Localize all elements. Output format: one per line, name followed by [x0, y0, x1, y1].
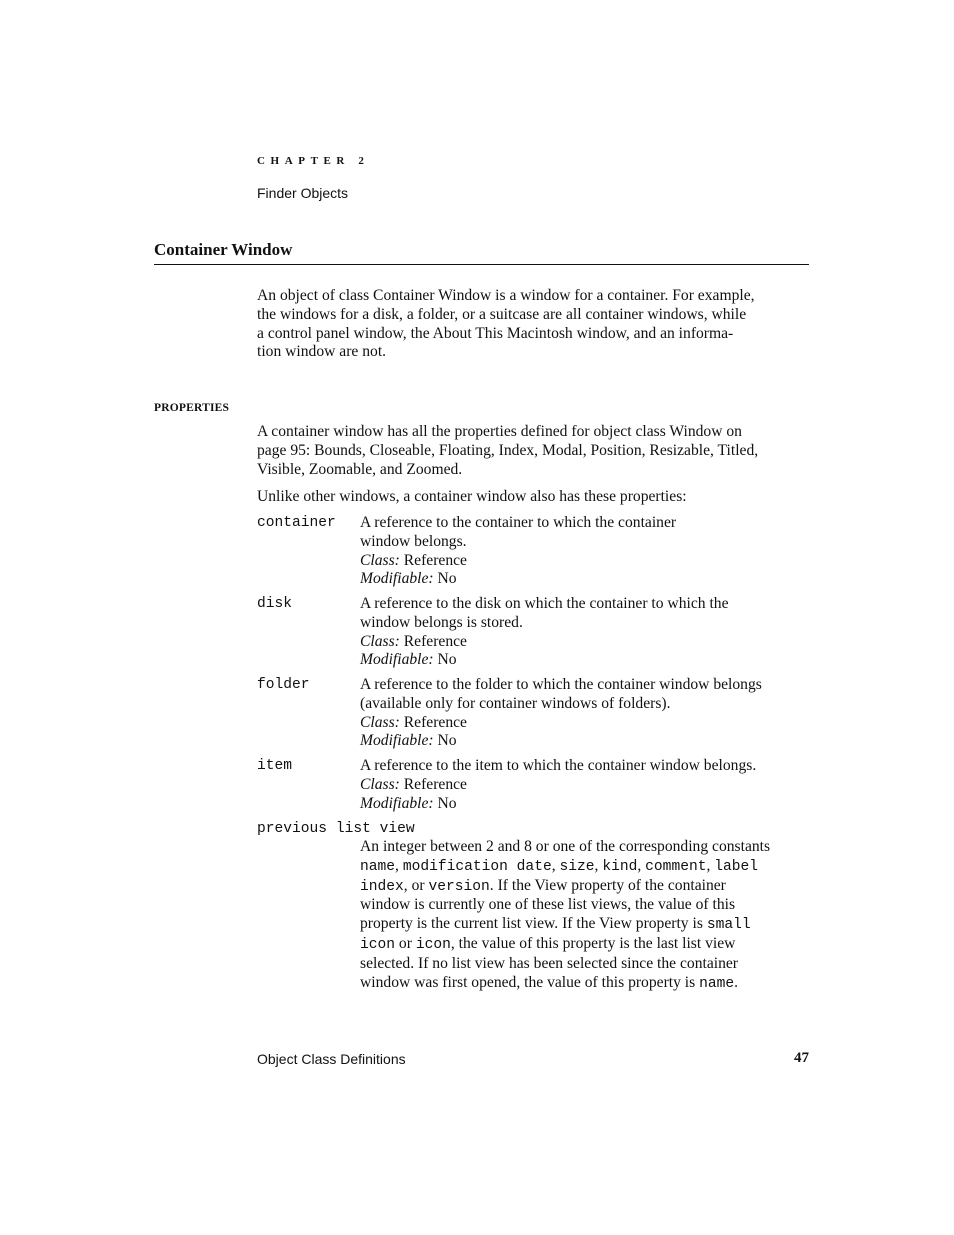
definition-container [360, 514, 820, 589]
modifiable-label: Modifiable: [360, 651, 434, 669]
modifiable-line [360, 651, 820, 670]
definition-previous-list-view [360, 838, 820, 993]
properties-lead: Unlike other windows, a container window also has these properties: [257, 488, 687, 505]
modifiable-value: No [437, 732, 457, 750]
text-line: the windows for a disk, a folder, or a suitcase are all container windows, while [257, 305, 747, 323]
constant-code: name [360, 858, 396, 875]
term-previous-list-view: previous list view [257, 821, 415, 837]
text-line: An object of class Container Window is a window for a container. For example, [257, 287, 755, 304]
text-run: , the value of this property is the last list view [450, 934, 736, 952]
modifiable-value: No [437, 651, 457, 669]
text-line: Visible, Zoomable, and Zoomed. [257, 460, 463, 478]
text-run: , [637, 856, 646, 874]
text-line: tion window are not. [257, 343, 387, 361]
text-line: A reference to the folder to which the container window belongs [360, 676, 762, 693]
constant-code: version [428, 878, 490, 895]
term-folder: folder [257, 677, 310, 693]
text-line [360, 838, 820, 857]
constant-code: size [559, 858, 595, 875]
properties-label: PROPERTIES [154, 402, 230, 414]
class-line [360, 776, 820, 795]
section-rule [154, 264, 809, 265]
modifiable-label: Modifiable: [360, 732, 434, 750]
definition-item [360, 757, 820, 813]
text-run: , [395, 856, 403, 874]
text-line: A reference to the item to which the container window belongs. [360, 757, 757, 774]
constant-code: comment [645, 858, 707, 875]
properties-intro [257, 423, 817, 479]
text-run: property is the current list view. If the View property is [360, 915, 707, 933]
term-disk: disk [257, 596, 293, 612]
text-line [360, 935, 820, 955]
class-label: Class: [360, 632, 400, 650]
chapter-title: Finder Objects [257, 185, 349, 201]
class-label: Class: [360, 551, 400, 569]
text-line [360, 857, 820, 877]
text-run: window was first opened, the value of this property is [360, 973, 700, 991]
text-run: , [706, 856, 715, 874]
definition-disk [360, 595, 820, 670]
text-run: , or [403, 876, 429, 894]
definition-folder [360, 676, 820, 751]
page-number: 47 [794, 1050, 809, 1066]
constant-code: label [714, 858, 759, 875]
footer-section-title: Object Class Definitions [257, 1051, 406, 1067]
text-line [360, 915, 820, 935]
section-heading: Container Window [154, 240, 293, 259]
text-run: selected. If no list view has been selected since the container [360, 954, 738, 972]
term-container: container [257, 515, 336, 531]
text-run: . If the View property of the container [489, 876, 726, 894]
text-line: (available only for container windows of folders). [360, 694, 671, 712]
chapter-label: CHAPTER 2 [257, 155, 370, 167]
text-line: A container window has all the properties defined for object class Window on [257, 423, 742, 440]
class-value: Reference [403, 632, 467, 650]
constant-code: modification date [402, 858, 552, 875]
class-value: Reference [403, 775, 467, 793]
modifiable-label: Modifiable: [360, 570, 434, 588]
constant-code: small [706, 917, 751, 934]
text-line: a control panel window, the About This Macintosh window, and an informa- [257, 324, 734, 342]
text-run: window is currently one of these list views, the value of this [360, 896, 736, 914]
text-run: , [594, 856, 603, 874]
text-line: window belongs is stored. [360, 613, 523, 631]
text-line: A reference to the disk on which the container to which the [360, 595, 729, 612]
modifiable-label: Modifiable: [360, 794, 434, 812]
modifiable-line [360, 732, 820, 751]
modifiable-value: No [437, 570, 457, 588]
text-run: , [551, 856, 560, 874]
text-line [360, 877, 820, 897]
text-line [360, 896, 820, 915]
class-line [360, 714, 820, 733]
class-value: Reference [403, 551, 467, 569]
text-run: . [734, 973, 739, 991]
text-run: An integer between 2 and 8 or one of the corresponding constants [360, 838, 771, 855]
class-label: Class: [360, 775, 400, 793]
class-line [360, 633, 820, 652]
constant-code: kind [602, 858, 638, 875]
modifiable-value: No [437, 794, 457, 812]
constant-code: index [360, 878, 404, 895]
text-line: page 95: Bounds, Closeable, Floating, Index, Modal, Position, Resizable, Titled, [257, 441, 759, 459]
constant-code: icon [415, 936, 451, 953]
constant-code: icon [360, 936, 396, 953]
intro-paragraph [257, 287, 817, 362]
class-line [360, 552, 820, 571]
term-item: item [257, 758, 293, 774]
text-line [360, 974, 820, 994]
class-label: Class: [360, 713, 400, 731]
constant-code: name [699, 975, 735, 992]
modifiable-line [360, 570, 820, 589]
text-run: or [395, 934, 416, 952]
text-line [360, 955, 820, 974]
class-value: Reference [403, 713, 467, 731]
text-line: window belongs. [360, 532, 467, 550]
text-line: A reference to the container to which the container [360, 514, 677, 531]
modifiable-line [360, 795, 820, 814]
